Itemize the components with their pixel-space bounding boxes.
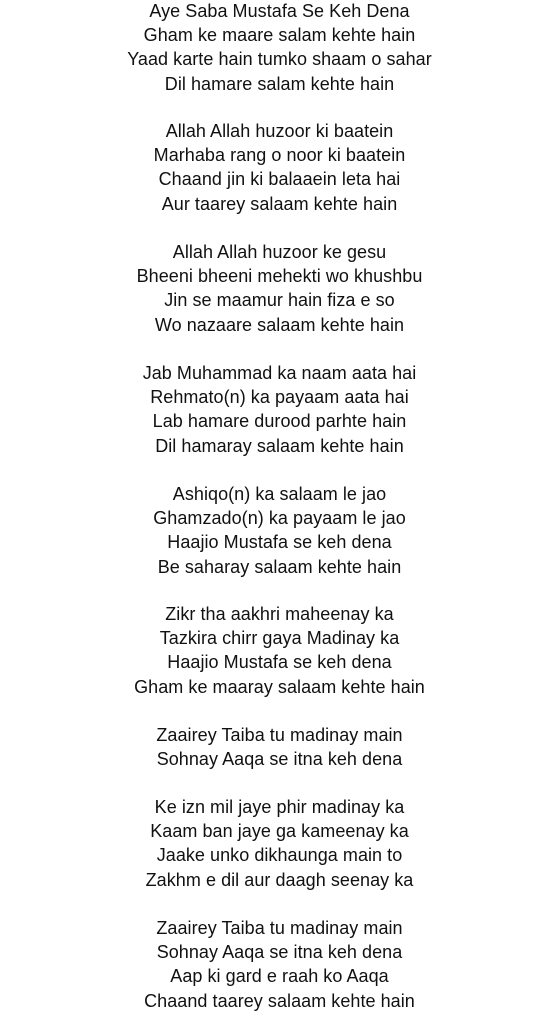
- lyric-line: Sohnay Aaqa se itna keh dena: [156, 942, 403, 963]
- lyric-line: Aur taarey salaam kehte hain: [161, 193, 398, 214]
- stanza-8: [0, 795, 559, 892]
- lyric-line: Rehmato(n) ka payaam aata hai: [150, 387, 409, 408]
- stanza-2: [0, 119, 559, 216]
- lyric-line: Haajio Mustafa se keh dena: [167, 532, 392, 553]
- lyric-line: Zikr tha aakhri maheenay ka: [165, 604, 394, 624]
- lyric-line: Allah Allah huzoor ki baatein: [165, 121, 394, 141]
- lyric-line: Sohnay Aaqa se itna keh dena: [156, 749, 403, 770]
- lyric-line: Aap ki gard e raah ko Aaqa: [170, 966, 389, 987]
- lyric-line: Zakhm e dil aur daagh seenay ka: [145, 869, 414, 890]
- stanza-7: [0, 723, 559, 771]
- stanza-5: [0, 482, 559, 579]
- lyric-line: Chaand taarey salaam kehte hain: [144, 990, 415, 1011]
- stanza-4: [0, 361, 559, 458]
- lyric-line: Jin se maamur hain fiza e so: [164, 290, 395, 311]
- lyric-line: Kaam ban jaye ga kameenay ka: [150, 821, 409, 842]
- lyric-line: Wo nazaare salaam kehte hain: [154, 314, 405, 335]
- lyric-line: Jaake unko dikhaunga main to: [156, 845, 403, 866]
- stanza-9: [0, 916, 559, 1013]
- lyric-line: Allah Allah huzoor ke gesu: [172, 242, 387, 262]
- lyric-line: Jab Muhammad ka naam aata hai: [142, 363, 417, 383]
- stanza-1: [0, 0, 559, 96]
- lyric-line: Dil hamare salam kehte hain: [164, 73, 395, 94]
- lyric-line: Marhaba rang o noor ki baatein: [153, 145, 406, 166]
- lyric-line: Haajio Mustafa se keh dena: [167, 652, 392, 673]
- lyric-line: Ke izn mil jaye phir madinay ka: [154, 797, 405, 817]
- stanza-6: [0, 602, 559, 699]
- lyric-line: Chaand jin ki balaaein leta hai: [158, 169, 401, 190]
- lyric-line: Ghamzado(n) ka payaam le jao: [153, 508, 406, 529]
- lyric-line: Ashiqo(n) ka salaam le jao: [172, 484, 387, 504]
- lyric-line: Zaairey Taiba tu madinay main: [156, 725, 403, 745]
- lyric-line: Be saharay salaam kehte hain: [157, 556, 402, 577]
- lyric-line: Dil hamaray salaam kehte hain: [155, 435, 404, 456]
- lyric-line: Gham ke maare salam kehte hain: [143, 25, 416, 46]
- lyric-line: Gham ke maaray salaam kehte hain: [134, 676, 425, 697]
- lyric-line: Yaad karte hain tumko shaam o sahar: [127, 49, 432, 70]
- stanza-3: [0, 240, 559, 337]
- lyric-line: Aye Saba Mustafa Se Keh Dena: [149, 1, 410, 21]
- lyric-line: Tazkira chirr gaya Madinay ka: [159, 628, 400, 649]
- lyric-line: Lab hamare durood parhte hain: [152, 411, 407, 432]
- lyric-line: Zaairey Taiba tu madinay main: [156, 918, 403, 938]
- lyric-line: Bheeni bheeni mehekti wo khushbu: [136, 266, 423, 287]
